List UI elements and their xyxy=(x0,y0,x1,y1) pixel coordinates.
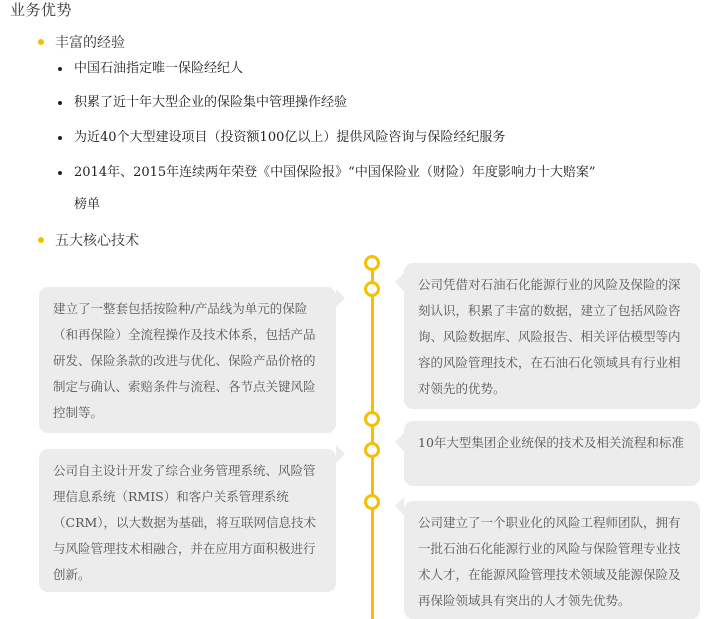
card-text: 建立了一整套包括按险种/产品线为单元的保险（和再保险）全流程操作及技术体系，包括产品研发、保险条款的改进与优化、保险产品价格的制定与确认、索赔条件与流程、各节点关键风险控制等。 xyxy=(53,301,316,420)
list-item-text: 中国石油指定唯一保险经纪人 xyxy=(74,61,244,76)
card-pointer xyxy=(395,273,404,291)
list-item xyxy=(58,90,698,116)
bullet-dot-icon xyxy=(58,136,62,140)
tech-card-it-systems xyxy=(39,449,336,592)
list-item-text: 榜单 xyxy=(74,197,101,212)
list-item xyxy=(58,56,698,82)
card-pointer xyxy=(395,497,404,515)
timeline-node xyxy=(364,281,380,297)
section-label: 五大核心技术 xyxy=(55,233,139,249)
page-title: 业务优势 xyxy=(10,1,73,19)
bullet-dot-icon xyxy=(58,171,62,175)
bullet-dot-icon xyxy=(58,67,62,71)
list-item-text: 2014年、2015年连续两年荣登《中国保险报》“中国保险业（财险）年度影响力十大赔案” xyxy=(74,165,596,180)
list-item xyxy=(58,125,698,151)
section-label: 丰富的经验 xyxy=(55,35,125,51)
tech-card-risk-tech xyxy=(404,263,700,409)
list-item-text: 积累了近十年大型企业的保险集中管理操作经验 xyxy=(74,95,348,110)
tech-card-insurance-process xyxy=(39,287,336,433)
list-item-continuation xyxy=(58,186,698,218)
card-text: 公司建立了一个职业化的风险工程师团队，拥有一批石油石化能源行业的风险与保险管理专业技术人才，在能源风险管理技术领域及能源保险及再保险领域具有突出的人才领先优势。 xyxy=(418,515,681,608)
timeline-node xyxy=(364,442,380,458)
section-core-tech xyxy=(38,230,139,250)
timeline-node xyxy=(364,411,380,427)
tech-card-engineer-team xyxy=(404,501,700,619)
section-experience xyxy=(38,32,125,52)
timeline-node xyxy=(364,494,380,510)
list-item xyxy=(58,160,698,186)
card-pointer xyxy=(336,445,345,463)
card-text: 公司自主设计开发了综合业务管理系统、风险管理信息系统（RMIS）和客户关系管理系统（CRM），以大数据为基础，将互联网信息技术与风险管理技术相融合，并在应用方面积极进行创新。 xyxy=(53,463,317,582)
experience-list xyxy=(58,56,698,224)
card-text: 公司凭借对石油石化能源行业的风险及保险的深刻认识，积累了丰富的数据，建立了包括风险咨询、风险数据库、风险报告、相关评估模型等内容的风险管理技术，在石油石化领域具有行业相对领先的优势。 xyxy=(418,277,681,396)
list-item-text: 为近40个大型建设项目（投资额100亿以上）提供风险咨询与保险经纪服务 xyxy=(74,130,506,145)
timeline-node xyxy=(364,255,380,271)
yellow-bullet-icon xyxy=(38,237,44,243)
tech-card-group-insurance xyxy=(404,421,700,486)
bullet-dot-icon xyxy=(58,101,62,105)
yellow-bullet-icon xyxy=(38,39,44,45)
card-text: 10年大型集团企业统保的技术及相关流程和标准 xyxy=(418,435,684,450)
timeline-line xyxy=(371,262,374,619)
card-pointer xyxy=(395,433,404,451)
card-pointer xyxy=(336,289,345,307)
